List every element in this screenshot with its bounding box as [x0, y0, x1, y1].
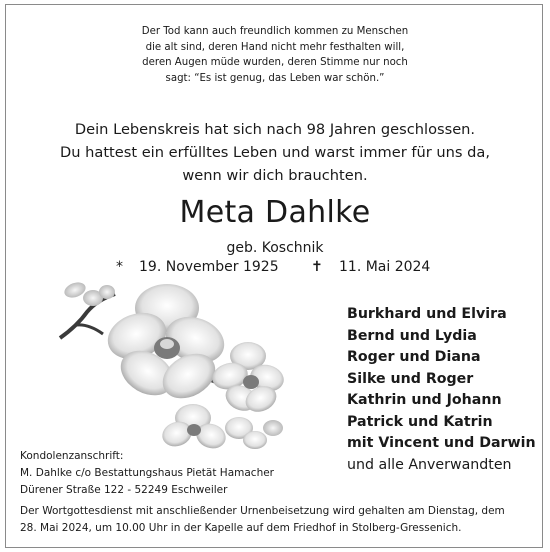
family-member: mit Vincent und Darwin: [347, 435, 536, 451]
service-line: 28. Mai 2024, um 10.00 Uhr in der Kapelle auf dem Friedhof in Stolberg-Gressenich.: [20, 521, 462, 534]
family-member: Kathrin und Johann: [347, 392, 502, 408]
birth-date: 19. November 1925: [139, 259, 279, 275]
poem-line: Der Tod kann auch freundlich kommen zu Menschen: [141, 26, 409, 37]
service-line: Der Wortgottesdienst mit anschließender Urnenbeisetzung wird gehalten am Dienstag, dem: [20, 505, 505, 517]
poem-line: sagt: “Es ist genug, das Leben war schön.”: [165, 72, 385, 84]
family-list: [347, 304, 547, 476]
intro-line: Dein Lebenskreis hat sich nach 98 Jahren geschlossen.: [74, 121, 476, 138]
intro-line: Du hattest ein erfülltes Leben und warst immer für uns da,: [60, 144, 490, 161]
life-dates: [0, 257, 550, 277]
family-member: Patrick und Katrin: [347, 413, 493, 430]
birth-star-icon: *: [116, 259, 123, 275]
condolence-line: Kondolenzanschrift:: [20, 450, 124, 462]
poem-line: die alt sind, deren Hand nicht mehr festhalten will,: [145, 41, 405, 53]
orchid-illustration-icon: [55, 278, 300, 453]
cross-icon: ✝: [311, 259, 323, 275]
service-info: [20, 503, 532, 537]
condolence-line: Dürener Straße 122 - 52249 Eschweiler: [20, 483, 228, 496]
intro-line: wenn wir dich brauchten.: [182, 167, 368, 184]
family-member: Roger und Diana: [347, 349, 481, 365]
maiden-name: geb. Koschnik: [226, 240, 324, 256]
poem: [0, 24, 550, 86]
family-member: Burkhard und Elvira: [347, 306, 507, 322]
deceased-name: Meta Dahlke: [179, 195, 371, 230]
family-member: Bernd und Lydia: [347, 327, 477, 344]
death-date: 11. Mai 2024: [339, 259, 431, 275]
poem-line: deren Augen müde wurden, deren Stimme nur noch: [142, 57, 408, 69]
family-member: Silke und Roger: [347, 370, 474, 387]
intro-text: [0, 118, 550, 187]
condolence-address: [20, 448, 330, 498]
family-closing: und alle Anverwandten: [347, 456, 512, 473]
condolence-line: M. Dahlke c/o Bestattungshaus Pietät Hamacher: [20, 466, 274, 479]
